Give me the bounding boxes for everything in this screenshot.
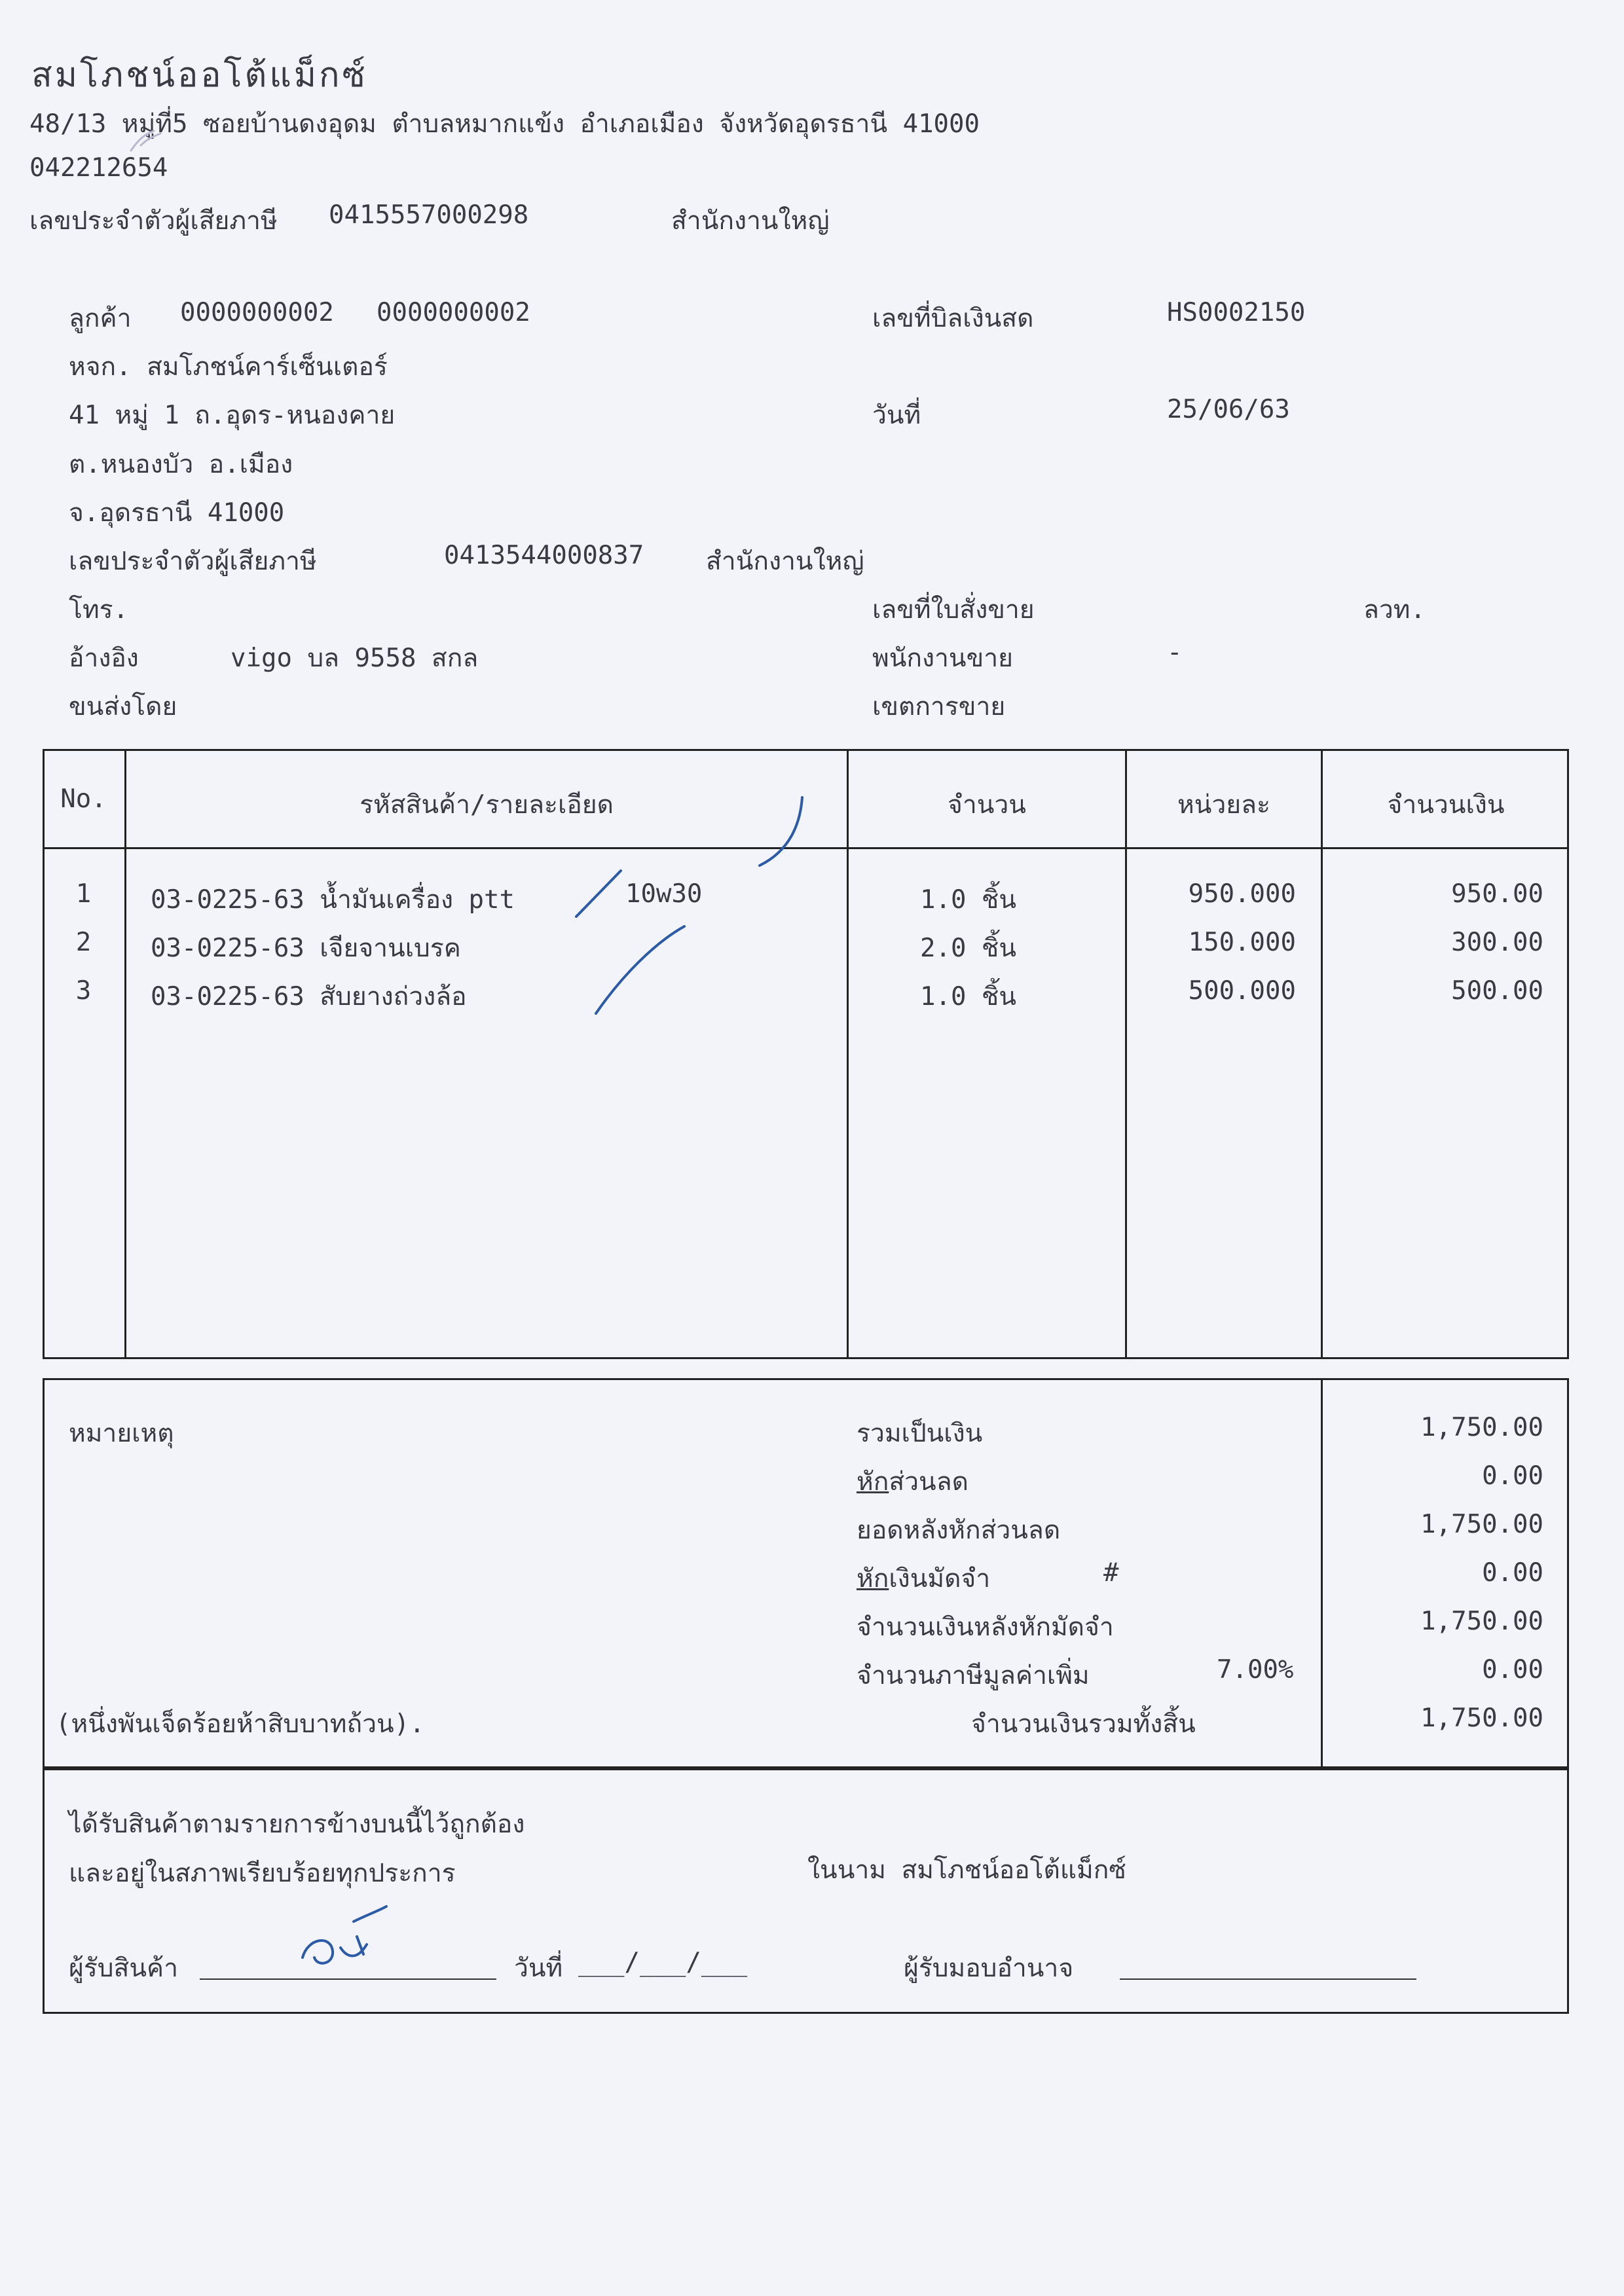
header-description: รหัสสินค้า/รายละเอียด: [360, 790, 614, 820]
tick-mark: [760, 797, 802, 866]
customer-branch: สำนักงานใหญ่: [706, 547, 864, 576]
discount-value: 0.00: [1482, 1461, 1543, 1491]
remark-label: หมายเหตุ: [69, 1419, 174, 1448]
after-deposit-value: 1,750.00: [1420, 1607, 1543, 1636]
receive-date-label: วันที่: [514, 1954, 563, 1983]
customer-address-3: จ.อุดรธานี 41000: [69, 498, 285, 528]
subtotal-value: 1,750.00: [1420, 1413, 1543, 1442]
company-address: 48/13 หมู่ที่5 ซอยบ้านดงอุดม ตำบลหมากแข้ง อำเภอเมือง จังหวัดอุดรธานี 41000: [29, 109, 980, 139]
salesperson: -: [1167, 638, 1183, 667]
row-amount: 500.00: [1451, 976, 1543, 1006]
customer-address-2: ต.หนองบัว อ.เมือง: [69, 450, 293, 479]
faint-stamp-mark: [131, 131, 160, 151]
row-description: 03-0225-63 เจียจานเบรค: [151, 934, 461, 963]
after-discount-value: 1,750.00: [1420, 1510, 1543, 1539]
bill-date: 25/06/63: [1167, 395, 1290, 424]
customer-tax-id: 0413544000837: [444, 541, 644, 570]
confirm-text-2: และอยู่ในสภาพเรียบร้อยทุกประการ: [69, 1859, 456, 1888]
customer-tel-label: โทร.: [69, 595, 129, 625]
company-phone: 042212654: [29, 153, 168, 183]
row-unit-price: 500.000: [1188, 976, 1296, 1006]
header-no: No.: [60, 784, 107, 814]
bill-no-label: เลขที่บิลเงินสด: [872, 304, 1034, 333]
header-quantity: จำนวน: [948, 790, 1026, 820]
customer-name: หจก. สมโภชน์คาร์เซ็นเตอร์: [69, 352, 388, 382]
bill-no: HS0002150: [1167, 298, 1306, 327]
company-branch: สำนักงานใหญ่: [671, 206, 830, 236]
sales-area-label: เขตการขาย: [872, 692, 1006, 721]
row-amount: 300.00: [1451, 928, 1543, 957]
row-no: 3: [75, 976, 92, 1006]
customer-ref: vigo บล 9558 สกล: [231, 644, 479, 673]
row-amount: 950.00: [1451, 879, 1543, 909]
subtotal-label: รวมเป็นเงิน: [857, 1419, 983, 1448]
handwritten-signature: [303, 1906, 386, 1963]
tick-mark: [596, 926, 684, 1013]
row-quantity: 1.0 ชิ้น: [920, 982, 1017, 1011]
receiver-label: ผู้รับสินค้า: [69, 1954, 179, 1983]
row-quantity: 2.0 ชิ้น: [920, 934, 1017, 963]
deposit-value: 0.00: [1482, 1558, 1543, 1588]
row-unit-price: 950.000: [1188, 879, 1296, 909]
after-discount-label: ยอดหลังหักส่วนลด: [857, 1516, 1061, 1545]
customer-tax-label: เลขประจำตัวผู้เสียภาษี: [69, 547, 317, 576]
total-label: จำนวนเงินรวมทั้งสิ้น: [971, 1709, 1196, 1739]
row-unit-price: 150.000: [1188, 928, 1296, 957]
bill-date-label: วันที่: [872, 401, 921, 430]
salesperson-label: พนักงานขาย: [872, 644, 1013, 673]
customer-code-2: 0000000002: [377, 298, 530, 327]
company-tax-id: 0415557000298: [329, 200, 529, 230]
customer-ship-label: ขนส่งโดย: [69, 692, 177, 721]
vat-label: จำนวนภาษีมูลค่าเพิ่ม: [857, 1661, 1090, 1690]
customer-label: ลูกค้า: [69, 304, 132, 333]
vat-value: 0.00: [1482, 1655, 1543, 1685]
sales-order-label: เลขที่ใบสั่งขาย: [872, 595, 1035, 625]
on-behalf-text: ในนาม สมโภชน์ออโต้แม็กซ์: [807, 1855, 1126, 1885]
header-unit-price: หน่วยละ: [1177, 790, 1270, 820]
deposit-mark: #: [1103, 1558, 1119, 1588]
customer-ref-label: อ้างอิง: [69, 644, 139, 673]
header-amount: จำนวนเงิน: [1387, 790, 1505, 820]
company-name: สมโภชน์ออโต้แม็กซ์: [31, 56, 368, 95]
customer-address-1: 41 หมู่ 1 ถ.อุดร-หนองคาย: [69, 401, 396, 430]
vat-rate: 7.00%: [1217, 1655, 1294, 1685]
row-quantity: 1.0 ชิ้น: [920, 885, 1017, 915]
row-note: 10w30: [625, 879, 703, 909]
tick-mark: [576, 871, 621, 917]
row-description: 03-0225-63 น้ำมันเครื่อง ptt: [151, 885, 515, 915]
after-deposit-label: จำนวนเงินหลังหักมัดจำ: [857, 1613, 1114, 1642]
authorized-label: ผู้รับมอบอำนาจ: [904, 1954, 1074, 1983]
total-value: 1,750.00: [1420, 1704, 1543, 1733]
company-tax-id-label: เลขประจำตัวผู้เสียภาษี: [29, 206, 278, 236]
deposit-label: หักเงินมัดจำ: [857, 1564, 991, 1594]
row-no: 2: [75, 928, 92, 957]
discount-label: หักส่วนลด: [857, 1467, 969, 1497]
row-no: 1: [75, 879, 92, 909]
sales-order-extra: ลวท.: [1363, 595, 1426, 625]
receive-date-blank: ___/___/___: [578, 1948, 748, 1977]
amount-in-words: (หนึ่งพันเจ็ดร้อยห้าสิบบาทถ้วน).: [56, 1709, 425, 1739]
confirm-text-1: ได้รับสินค้าตามรายการข้างบนนี้ไว้ถูกต้อง: [69, 1810, 525, 1839]
customer-code-1: 0000000002: [180, 298, 334, 327]
row-description: 03-0225-63 สับยางถ่วงล้อ: [151, 982, 467, 1011]
